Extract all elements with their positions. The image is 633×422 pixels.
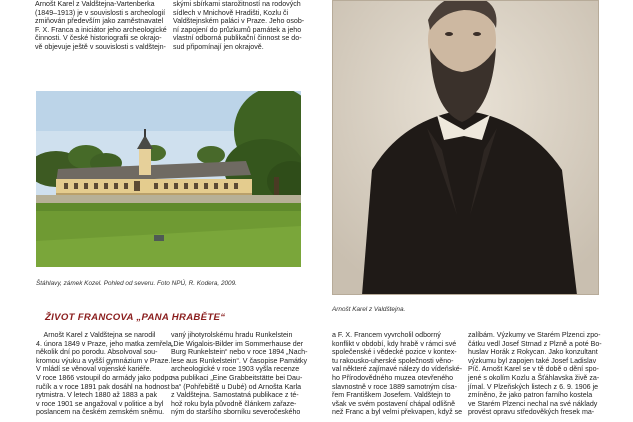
text-line: 4. února 1849 v Praze, jeho matka zemřela xyxy=(36,339,172,348)
text-line: poslancem na českém zemském sněmu. xyxy=(36,408,165,417)
text-line: sídlech v Mnichově Hradišti, Kozlu či xyxy=(173,8,289,17)
column-bottom-4 xyxy=(468,331,602,417)
text-line: tu rakousko-uherské společnosti věno- xyxy=(332,356,454,365)
text-line: než Franc a byl velmi překvapen, když se xyxy=(332,408,463,417)
text-line: Arnošt Karel z Valdštejna se narodil xyxy=(36,331,156,339)
text-line: na publikaci „Eine Grabbeitstätte bei Dau- xyxy=(171,373,303,382)
text-line: slavnostně v roce 1889 samotným císa- xyxy=(332,382,457,391)
text-line: val některé zajímavé nálezy do vídeňské- xyxy=(332,365,463,374)
text-line: čátku vedl Josef Strnad z Plzně a poté Bo- xyxy=(468,339,602,348)
text-line: zmiňován především jako zaměstnavatel xyxy=(35,17,164,26)
text-line: vlastní odborná publikační činnost se do- xyxy=(173,34,302,43)
column-bottom-1 xyxy=(36,331,175,417)
text-line: kromou výuku a vyšší gymnázium v Praze. xyxy=(36,356,171,365)
text-line: několik dní po porodu. Absolvoval sou- xyxy=(36,348,158,357)
text-line: v roce 1901 se angažoval v politice a byl xyxy=(36,399,164,408)
text-line: V roce 1866 vstoupil do armády jako podpo- xyxy=(36,373,175,382)
text-line: skými sbírkami starožitností na rodových xyxy=(173,0,301,8)
photo-caption-left: Štáhlavy, zámek Kozel. Pohled od severu. Foto NPÚ, R. Kodera, 2009. xyxy=(36,280,237,287)
text-line: sud připomínají jen okrajově. xyxy=(173,42,264,51)
text-line: zmíněno, že jako patron farního kostela xyxy=(468,391,593,400)
text-line: vě objevuje ještě v souvislosti s valdštejn- xyxy=(35,42,166,51)
text-line: (1849–1913) je v souvislosti s archeologií xyxy=(35,8,166,17)
castle-photo xyxy=(36,91,301,267)
text-line: ným do staršího sborníku severočeského xyxy=(171,408,301,417)
text-line: vaný jihotyrolskému hradu Runkelstein xyxy=(171,331,293,339)
text-line: konflikt v období, kdy hrabě v rámci své xyxy=(332,339,457,348)
text-line: „Die Wigalois-Bilder im Sommerhause der xyxy=(171,339,304,348)
text-line: Arnošt Karel z Valdštejna-Vartenberka xyxy=(35,0,155,8)
text-line: činnosti. V české historiografii se okrajo- xyxy=(35,34,162,43)
text-line: a F. X. Francem vyvrcholil odborný xyxy=(332,331,441,339)
text-line: lese aus Runkelstein“. V časopise Památky xyxy=(171,356,308,365)
text-line: řem Františkem Josefem. Valdštejn to xyxy=(332,391,451,400)
text-line: Píč. Arnošt Karel se v tě době o dění spo- xyxy=(468,365,599,374)
photo-caption-right: Arnošt Karel z Valdštejna. xyxy=(332,306,406,313)
text-line: jímal. V Plzeňských listech z 6. 9. 1906 je xyxy=(468,382,599,391)
text-line: huslav Horák z Rokycan. Jako konzultant xyxy=(468,348,598,357)
text-line: Valdštejnském paláci v Praze. Jeho osob- xyxy=(173,17,305,26)
text-line: V mládí se věnoval vojenské kariéře. xyxy=(36,365,152,374)
text-line: hož roku byla původně článkem zařaze- xyxy=(171,399,297,408)
text-line: zalíbám. Výzkumy ve Starém Plzenci zpo- xyxy=(468,331,601,339)
text-line: výzkumu byl zapojen také Josef Ladislav xyxy=(468,356,597,365)
text-line: společenské i vědecké pozice v kontex- xyxy=(332,348,457,357)
column-bottom-3 xyxy=(332,331,462,417)
text-line: rytmistra. V letech 1880 až 1883 a pak xyxy=(36,391,158,400)
section-heading: ŽIVOT FRANCOVA „PANA HRABĚTE“ xyxy=(45,312,226,323)
text-line: F. X. Franca a iniciátor jeho archeologické xyxy=(35,25,167,34)
text-line: ba“ (Pohřebiště u Dubé) od Arnošta Karla xyxy=(171,382,302,391)
text-line: ve Starém Plzenci nechal na své náklady xyxy=(468,399,598,408)
column-top-middle xyxy=(173,0,308,52)
text-line: provést opravu středověkých fresek ma- xyxy=(468,408,595,417)
text-line: ho Přírodovědného muzea otevřeného xyxy=(332,373,454,382)
text-line: ní zapojení do průzkumů památek a jeho xyxy=(173,25,302,34)
column-bottom-2 xyxy=(171,331,308,417)
portrait-photo xyxy=(332,0,599,295)
text-line: z Valdštejna. Samostatná publikace z té- xyxy=(171,391,299,400)
text-line: archeologické v roce 1903 vyšla recenze xyxy=(171,365,300,374)
text-line: však ve svém postavení chápal odlišně xyxy=(332,399,456,408)
text-line: Burg Runkelstein“ nebo v roce 1894 „Nach- xyxy=(171,348,308,357)
text-line: jené s okolím Kozlu a Šťáhlavska živě za- xyxy=(468,373,600,382)
text-line: ručík a v roce 1891 pak dosáhl na hodnost xyxy=(36,382,170,391)
column-top-left xyxy=(35,0,170,52)
